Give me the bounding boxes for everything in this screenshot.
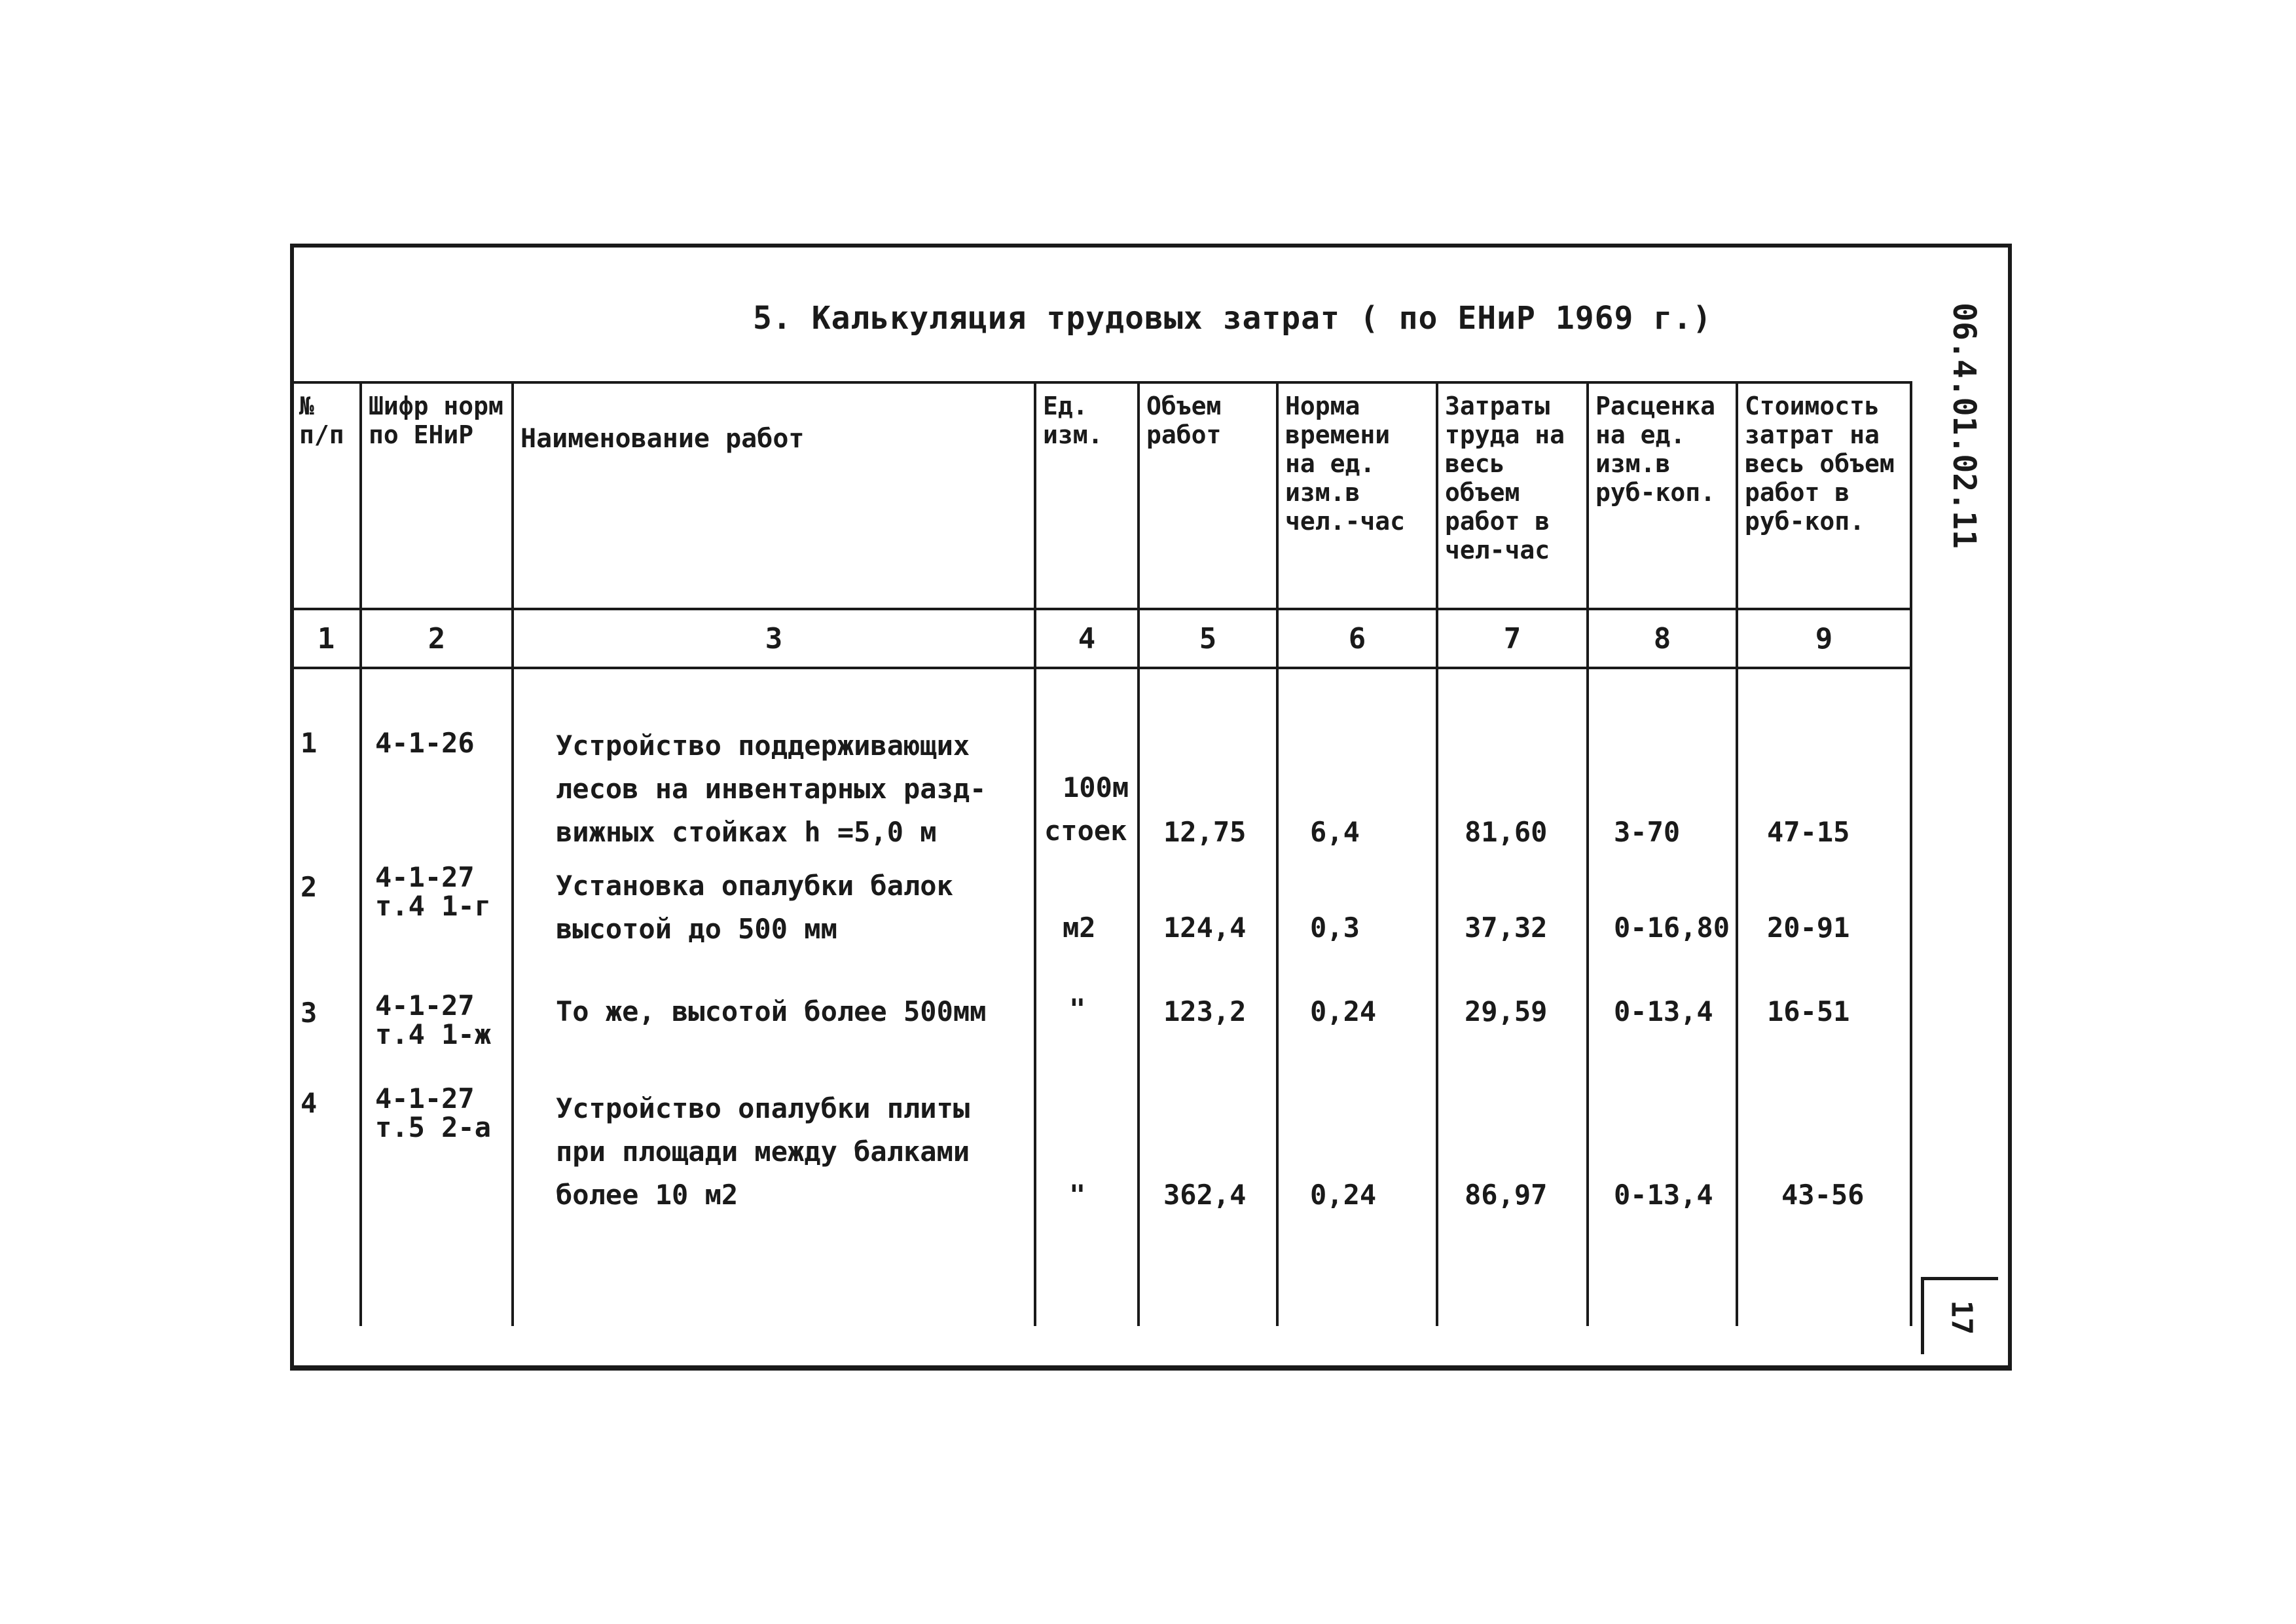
row-code: 4-1-27 — [375, 861, 475, 893]
header-cell-text: Наименование работ — [520, 424, 805, 454]
row-name-line: Устройство опалубки плиты — [556, 1092, 970, 1124]
table-body-row — [291, 668, 1911, 1326]
document-code-text: 06.4.01.02.11 — [1946, 303, 1982, 549]
column-number: 4 — [1035, 609, 1139, 668]
row-norm: 0,24 — [1310, 995, 1377, 1027]
header-cell: Расценка на ед. изм.в руб-коп. — [1588, 382, 1737, 609]
row-code: 4-1-27 — [375, 989, 475, 1022]
col-rate — [1588, 668, 1737, 1326]
col-code — [361, 668, 513, 1326]
header-cell: Объем работ — [1139, 382, 1277, 609]
row-name-line: вижных стойках h =5,0 м — [556, 816, 937, 848]
row-rate: 0-13,4 — [1614, 995, 1713, 1027]
row-name-line: лесов на инвентарных разд- — [556, 773, 987, 805]
row-code: 4-1-27 — [375, 1082, 475, 1115]
col-name — [513, 668, 1035, 1326]
column-number: 1 — [291, 609, 361, 668]
row-labor: 86,97 — [1465, 1179, 1548, 1211]
column-number: 6 — [1277, 609, 1437, 668]
row-name-line: То же, высотой более 500мм — [556, 995, 987, 1027]
labor-cost-table — [290, 381, 1912, 1326]
page-number-box — [1921, 1277, 1998, 1354]
row-code: 4-1-26 — [375, 727, 475, 759]
row-labor: 81,60 — [1465, 816, 1548, 848]
column-number: 5 — [1139, 609, 1277, 668]
row-labor: 29,59 — [1465, 995, 1548, 1027]
column-number-row — [291, 609, 1911, 668]
col-volume — [1139, 668, 1277, 1326]
row-cost: 43-56 — [1781, 1179, 1865, 1211]
row-name-line: высотой до 500 мм — [556, 913, 837, 945]
header-cell: Ед. изм. — [1035, 382, 1139, 609]
column-number: 8 — [1588, 609, 1737, 668]
row-rate: 0-16,80 — [1614, 912, 1730, 944]
row-unit: 100м — [1063, 771, 1129, 803]
row-unit: " — [1069, 1179, 1086, 1211]
row-unit: м2 — [1063, 912, 1096, 944]
header-cell: Затраты труда на весь объем работ в чел-час — [1437, 382, 1588, 609]
row-name-line: при площади между балками — [556, 1135, 970, 1168]
row-name-line: Устройство поддерживающих — [556, 729, 970, 762]
col-labor — [1437, 668, 1588, 1326]
row-code: т.4 1-ж — [375, 1018, 492, 1050]
row-norm: 6,4 — [1310, 816, 1360, 848]
row-norm: 0,3 — [1310, 912, 1360, 944]
row-num: 4 — [301, 1087, 318, 1119]
row-code: т.5 2-а — [375, 1111, 492, 1143]
row-volume: 124,4 — [1163, 912, 1247, 944]
column-number: 7 — [1437, 609, 1588, 668]
document-code — [1938, 303, 1990, 549]
page-title: 5. Калькуляция трудовых затрат ( по ЕНиР 1969 г.) — [753, 300, 1713, 337]
header-cell: Стоимость затрат на весь объем работ в руб-коп. — [1737, 382, 1911, 609]
row-num: 1 — [301, 727, 318, 759]
row-rate: 0-13,4 — [1614, 1179, 1713, 1211]
column-number: 3 — [513, 609, 1035, 668]
column-number: 2 — [361, 609, 513, 668]
row-num: 3 — [301, 997, 318, 1029]
row-num: 2 — [301, 871, 318, 903]
row-labor: 37,32 — [1465, 912, 1548, 944]
row-volume: 12,75 — [1163, 816, 1247, 848]
header-cell — [513, 382, 1035, 609]
page-number: 17 — [1944, 1300, 1978, 1335]
row-code: т.4 1-г — [375, 890, 492, 922]
col-cost — [1737, 668, 1911, 1326]
row-rate: 3-70 — [1614, 816, 1681, 848]
header-cell: № п/п — [291, 382, 361, 609]
row-unit: " — [1069, 993, 1086, 1025]
row-volume: 362,4 — [1163, 1179, 1247, 1211]
row-cost: 20-91 — [1767, 912, 1850, 944]
table-header-row — [291, 382, 1911, 609]
row-name-line: более 10 м2 — [556, 1179, 738, 1211]
row-unit: стоек — [1044, 815, 1127, 847]
row-cost: 16-51 — [1767, 995, 1850, 1027]
row-cost: 47-15 — [1767, 816, 1850, 848]
row-volume: 123,2 — [1163, 995, 1247, 1027]
col-num — [291, 668, 361, 1326]
col-norm — [1277, 668, 1437, 1326]
row-norm: 0,24 — [1310, 1179, 1377, 1211]
header-cell: Шифр норм по ЕНиР — [361, 382, 513, 609]
row-name-line: Установка опалубки балок — [556, 870, 953, 902]
column-number: 9 — [1737, 609, 1911, 668]
col-unit — [1035, 668, 1139, 1326]
header-cell: Норма времени на ед. изм.в чел.-час — [1277, 382, 1437, 609]
